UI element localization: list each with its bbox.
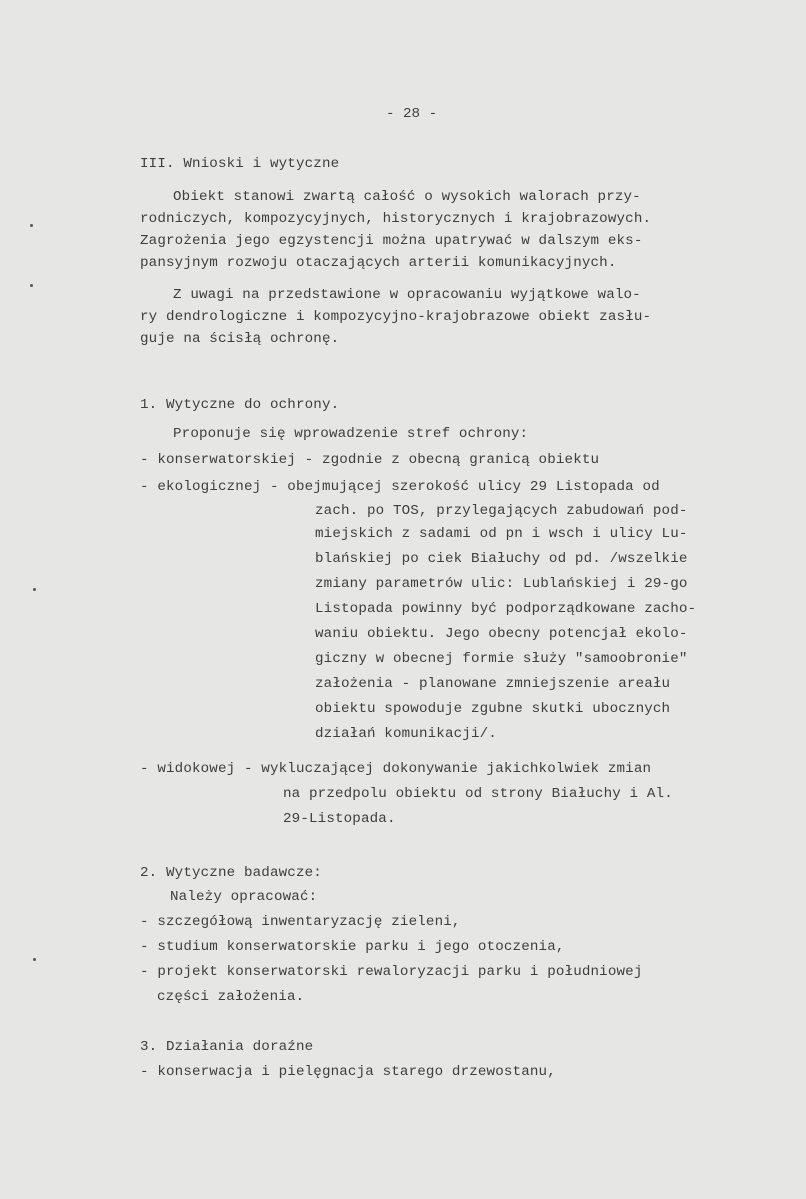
section2-heading: 2. Wytyczne badawcze: <box>140 865 322 881</box>
section1-line: Proponuje się wprowadzenie stref ochrony: <box>173 426 529 442</box>
section1-line: - widokowej - wykluczającej dokonywanie jakichkolwiek zmian <box>140 761 652 777</box>
intro-line: ry dendrologiczne i kompozycyjno-krajobrazowe obiekt zasłu- <box>140 309 652 325</box>
section2-line: - studium konserwatorskie parku i jego otoczenia, <box>140 939 565 955</box>
section1-line: Listopada powinny być podporządkowane zacho- <box>315 601 697 617</box>
intro-line: guje na ścisłą ochronę. <box>140 331 340 347</box>
intro-line: Zagrożenia jego egzystencji można upatrywać w dalszym eks- <box>140 233 643 249</box>
scan-speck <box>33 588 36 591</box>
section1-line: zach. po TOS, przylegających zabudowań pod- <box>315 503 688 519</box>
intro-line: Z uwagi na przedstawione w opracowaniu wyjątkowe walo- <box>173 287 641 303</box>
section1-line: - ekologicznej - obejmującej szerokość ulicy 29 Listopada od <box>140 479 660 495</box>
scan-speck <box>33 958 36 961</box>
scan-speck <box>30 224 33 227</box>
page-number: - 28 - <box>386 106 438 122</box>
section1-line: waniu obiektu. Jego obecny potencjał ekolo- <box>315 626 688 642</box>
section1-line: miejskich z sadami od pn i wsch i ulicy Lu- <box>315 526 688 542</box>
section1-line: na przedpolu obiektu od strony Białuchy i Al. <box>283 786 673 802</box>
section1-line: blańskiej po ciek Białuchy od pd. /wszelkie <box>315 551 688 567</box>
section2-line: części założenia. <box>157 989 305 1005</box>
section1-heading: 1. Wytyczne do ochrony. <box>140 397 340 413</box>
intro-line: rodniczych, kompozycyjnych, historycznych i krajobrazowych. <box>140 211 652 227</box>
intro-line: pansyjnym rozwoju otaczających arterii komunikacyjnych. <box>140 255 617 271</box>
section1-line: zmiany parametrów ulic: Lublańskiej i 29-go <box>315 576 688 592</box>
section1-line: obiektu spowoduje zgubne skutki ubocznych <box>315 701 671 717</box>
scan-speck <box>30 284 33 287</box>
section-heading: III. Wnioski i wytyczne <box>140 156 340 172</box>
section2-line: - projekt konserwatorski rewaloryzacji parku i południowej <box>140 964 643 980</box>
section1-line: założenia - planowane zmniejszenie areału <box>315 676 671 692</box>
intro-line: Obiekt stanowi zwartą całość o wysokich walorach przy- <box>173 189 641 205</box>
section1-line: działań komunikacji/. <box>315 726 497 742</box>
section3-line: - konserwacja i pielęgnacja starego drzewostanu, <box>140 1064 556 1080</box>
section1-line: - konserwatorskiej - zgodnie z obecną granicą obiektu <box>140 452 600 468</box>
section2-line: - szczegółową inwentaryzację zieleni, <box>140 914 461 930</box>
section1-line: giczny w obecnej formie służy "samoobronie" <box>315 651 688 667</box>
section2-line: Należy opracować: <box>170 889 318 905</box>
section1-line: 29-Listopada. <box>283 811 396 827</box>
section3-heading: 3. Działania doraźne <box>140 1039 314 1055</box>
